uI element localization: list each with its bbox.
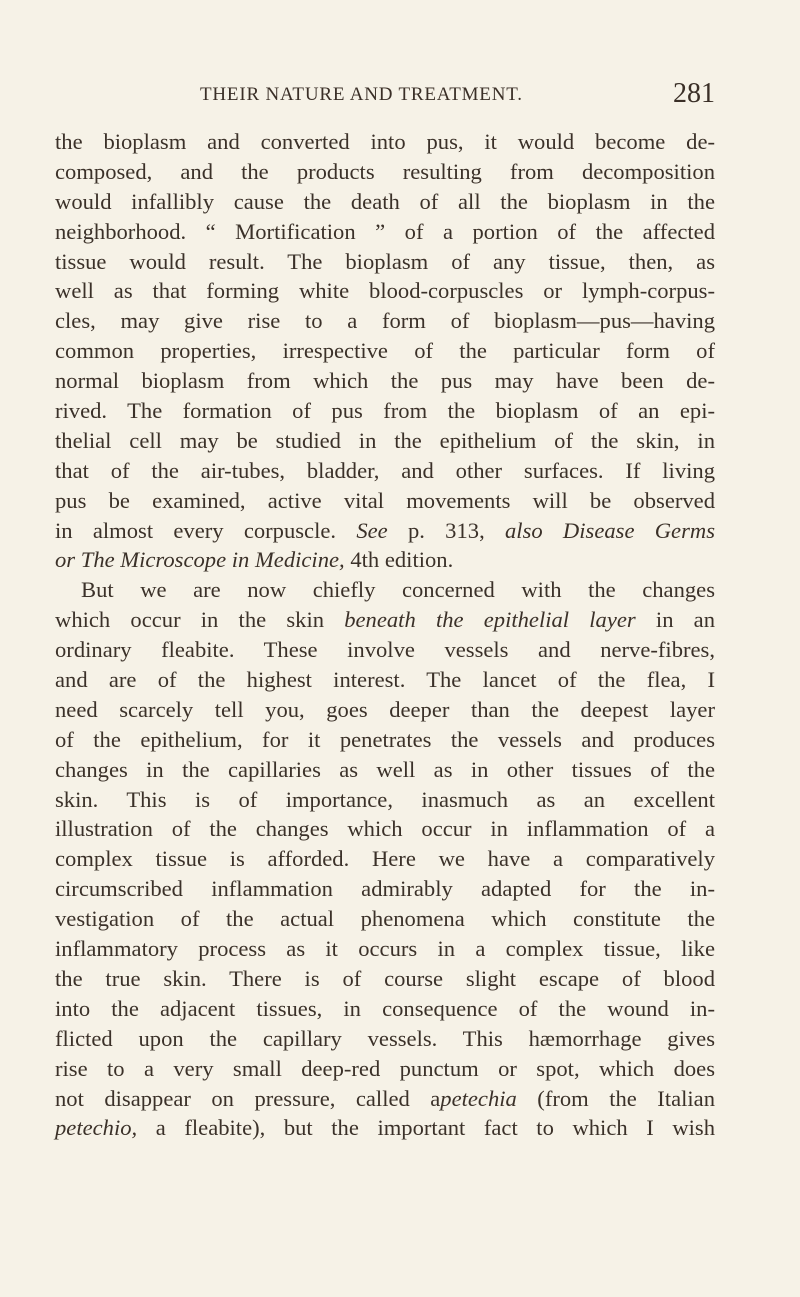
text-line: illustration of the changes which occur in inflammation of a xyxy=(55,816,715,842)
text-line: ordinary fleabite. These involve vessels and nerve-fibres, xyxy=(55,637,715,663)
text-line: would infallibly cause the death of all the bioplasm in the xyxy=(55,188,715,214)
italic-emphasis: beneath the epithelial layer xyxy=(344,607,636,633)
text-line: well as that forming white blood-corpuscles or lymph-corpus- xyxy=(55,278,715,304)
body-text xyxy=(55,127,715,1143)
text-line: need scarcely tell you, goes deeper than the deepest layer xyxy=(55,696,715,722)
text-line: neighborhood. “ Mortification ” of a portion of the affected xyxy=(55,218,715,244)
text-fragment: a fleabite), but the important fact to which I wish xyxy=(155,1115,715,1141)
text-fragment: 4th edition. xyxy=(344,547,454,573)
italic-term: petechia xyxy=(440,1085,517,1111)
text-fragment: in an xyxy=(635,607,716,633)
text-line: of the epithelium, for it penetrates the vessels and produces xyxy=(55,726,715,752)
running-title: THEIR NATURE AND TREATMENT. xyxy=(200,84,523,105)
text-line: normal bioplasm from which the pus may have been de- xyxy=(55,368,715,394)
page-number: 281 xyxy=(673,78,715,109)
text-line: the true skin. There is of course slight escape of blood xyxy=(55,965,715,991)
text-line-with-italic xyxy=(55,605,715,635)
text-line: the bioplasm and converted into pus, it would become de- xyxy=(55,129,715,154)
text-line: rived. The formation of pus from the bioplasm of an epi- xyxy=(55,398,715,424)
text-line: changes in the capillaries as well as in other tissues of the xyxy=(55,756,715,782)
text-line: cles, may give rise to a form of bioplasm—pus—having xyxy=(55,308,715,334)
text-fragment: (from the Italian xyxy=(516,1085,716,1111)
text-line: flicted upon the capillary vessels. This hæmorrhage gives xyxy=(55,1025,715,1051)
text-line: skin. This is of importance, inasmuch as an excellent xyxy=(55,786,715,812)
italic-term: petechio, xyxy=(55,1115,138,1141)
text-line: common properties, irrespective of the particular form of xyxy=(55,338,715,364)
text-fragment: which occur in the skin xyxy=(55,607,325,633)
text-line: complex tissue is afforded. Here we have a comparatively xyxy=(55,846,715,872)
text-line: tissue would result. The bioplasm of any tissue, then, as xyxy=(55,248,715,274)
text-line: rise to a very small deep-red punctum or spot, which does xyxy=(55,1055,715,1081)
text-line: vestigation of the actual phenomena which constitute the xyxy=(55,906,715,932)
text-line-with-italic xyxy=(55,1084,715,1114)
text-fragment: not disappear on pressure, called a xyxy=(55,1085,441,1111)
paragraph-start-line: But we are now chiefly concerned with the changes xyxy=(81,577,715,603)
text-line: thelial cell may be studied in the epithelium of the skin, in xyxy=(55,427,715,453)
text-line: circumscribed inflammation admirably adapted for the in- xyxy=(55,876,715,902)
text-line: composed, and the products resulting from decomposition xyxy=(55,158,715,184)
text-line-with-reference xyxy=(55,545,715,575)
text-fragment: p. 313, xyxy=(387,517,505,543)
text-line: and are of the highest interest. The lancet of the flea, I xyxy=(55,667,715,693)
text-line: inflammatory process as it occurs in a complex tissue, like xyxy=(55,936,715,962)
italic-or: or xyxy=(55,547,76,573)
text-line-with-reference xyxy=(55,516,715,546)
text-line: pus be examined, active vital movements will be observed xyxy=(55,487,715,513)
text-fragment: in almost every corpuscle. xyxy=(55,517,337,543)
text-line: into the adjacent tissues, in consequence of the wound in- xyxy=(55,995,715,1021)
text-line: that of the air-tubes, bladder, and other surfaces. If living xyxy=(55,457,715,483)
running-head xyxy=(145,80,715,116)
italic-reference: also Disease Germs xyxy=(505,517,715,543)
italic-see: See xyxy=(356,517,388,543)
italic-book-title: The Microscope in Medicine, xyxy=(80,547,345,573)
text-line-with-italic xyxy=(55,1113,715,1143)
